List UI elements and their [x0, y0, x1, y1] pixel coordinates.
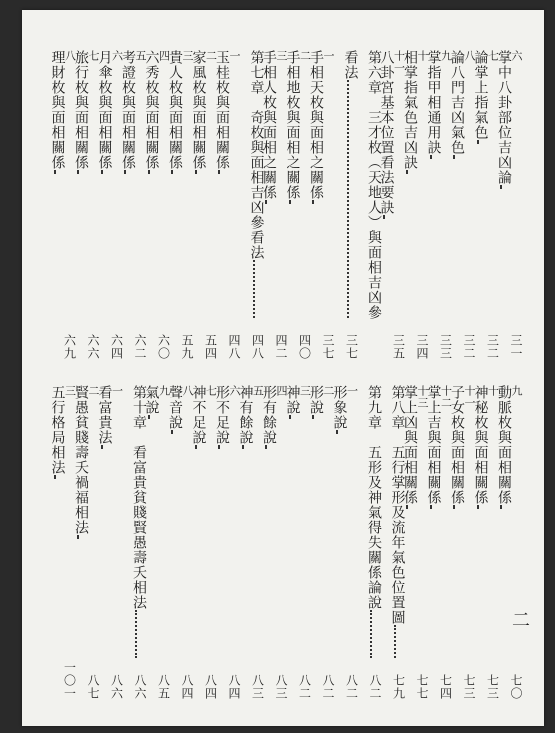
toc-entry: [284, 385, 312, 700]
dot-leader: [101, 445, 103, 449]
toc-entry-page: 八二: [297, 674, 312, 700]
toc-entry-title: 神不足說: [190, 385, 207, 445]
dot-leader: [500, 505, 502, 509]
toc-entry-page: 三三: [438, 334, 453, 360]
toc-entry-page: 七〇: [509, 674, 523, 700]
toc-entry-title: 家風枚與面相關係: [190, 50, 207, 170]
toc-entry-title: 神有餘說: [237, 385, 254, 445]
toc-entry-title: 第七章 奇枚與面相吉凶參看法: [248, 50, 265, 260]
toc-entry: [308, 385, 335, 700]
toc-entry: [449, 50, 476, 360]
toc-entry-title: 掌上凶與面相關係: [402, 385, 418, 505]
book-page: [22, 10, 544, 726]
toc-entry-page: 五九: [180, 334, 194, 360]
dot-leader: [171, 430, 173, 434]
toc-entry: [365, 385, 381, 700]
toc-entry-page: 三二: [462, 334, 476, 360]
toc-entry: [73, 50, 100, 360]
toc-entry: [73, 385, 100, 700]
dot-leader: [195, 445, 197, 449]
dot-leader: [312, 415, 314, 419]
toc-entry-title: 相掌指氣色吉凶訣: [402, 50, 418, 170]
toc-entry-number: 九: [439, 50, 453, 62]
toc-entry-number: 八: [63, 50, 77, 62]
toc-entry: [214, 50, 241, 360]
toc-entry-page: 八二: [368, 674, 382, 700]
toc-entry-page: 八七: [86, 674, 100, 700]
toc-entry-number: 二: [204, 50, 218, 62]
toc-entry-number: 一: [322, 50, 335, 62]
toc-entry-title: 掌上吉與面相關係: [425, 385, 442, 505]
dot-leader: [477, 505, 479, 509]
toc-entry: [190, 385, 218, 700]
toc-entry-title: 論掌上指氣色: [472, 50, 489, 140]
toc-entry-title: 手相人枚與面相之關係: [261, 50, 277, 200]
toc-entry-page: 七九: [391, 674, 406, 700]
toc-entry-number: 七: [486, 50, 500, 62]
dot-leader: [242, 445, 244, 449]
toc-entry-title: 動脈枚與面相關係: [496, 385, 512, 505]
toc-entry-number: 六: [228, 385, 241, 397]
toc-entry: [472, 385, 500, 700]
toc-entry-number: 十: [416, 50, 429, 62]
toc-entry-page: 四八: [227, 334, 241, 360]
dot-leader: [218, 445, 220, 449]
dot-leader: [289, 200, 291, 204]
toc-entry-number: 五: [134, 50, 147, 62]
toc-entry-title: 神說: [284, 385, 301, 415]
toc-entry: [49, 385, 77, 700]
toc-entry: [120, 50, 147, 360]
toc-entry-title: 形說: [308, 385, 324, 415]
toc-entry-page: 六六: [86, 334, 100, 360]
toc-entry-number: 七: [204, 385, 218, 397]
toc-entry-page: 六二: [133, 334, 147, 360]
toc-entry-title: 形有餘說: [261, 385, 277, 445]
toc-entry-page: 八四: [180, 674, 194, 700]
dot-leader: [265, 445, 267, 449]
dot-leader: [500, 185, 502, 189]
toc-entry-page: 三一: [509, 334, 523, 360]
toc-entry-title: 六秀枚與面相關係: [143, 50, 160, 170]
toc-entry-page: 八五: [156, 674, 171, 700]
page-number: 二: [509, 610, 530, 628]
toc-entry: [284, 50, 312, 360]
toc-entry-number: 八: [181, 385, 194, 397]
dot-leader: [148, 170, 150, 174]
toc-entry-number: 三: [298, 385, 312, 397]
dot-leader: [124, 170, 126, 174]
toc-entry-title: 八卦宮基本位置看法要訣: [378, 50, 395, 215]
toc-entry-number: 一: [345, 385, 359, 397]
toc-entry: [389, 385, 405, 700]
toc-entry-title: 貴人枚與面相關係: [167, 50, 183, 170]
toc-entry-page: 七三: [485, 674, 500, 700]
toc-entry-title: 月傘枚與面相關係: [96, 50, 113, 170]
toc-entry-title: 第十章 看富貴貧賤賢愚壽夭相法: [131, 385, 147, 610]
toc-entry-title: 手相地枚與面相之關係: [284, 50, 301, 200]
dot-leader: [77, 170, 79, 174]
toc-entry-number: 五: [251, 385, 265, 397]
dot-leader: [394, 625, 396, 658]
toc-entry-title: 第九章 五形及神氣得失關係論說: [366, 385, 382, 610]
toc-entry-number: 八: [463, 50, 476, 62]
toc-entry-title: 聲音說: [167, 385, 183, 430]
toc-entry: [308, 50, 335, 360]
toc-entry-number: 四: [157, 50, 171, 62]
toc-entry-page: 七三: [462, 674, 476, 700]
toc-entry-title: 手相天枚與面相之關係: [308, 50, 324, 200]
dot-leader: [218, 170, 220, 174]
toc-entry-number: 十三: [416, 385, 429, 409]
toc-entry-page: 六四: [109, 334, 124, 360]
toc-entry: [261, 385, 288, 700]
toc-entry-number: 二: [322, 385, 335, 397]
toc-entry-page: 七七: [415, 674, 429, 700]
toc-entry-number: 六: [110, 50, 124, 62]
toc-entry-page: 一〇一: [62, 661, 77, 700]
toc-entry-title: 第六章 三才枚（天地人）與面相吉凶參: [366, 50, 382, 320]
toc-entry-page: 八六: [133, 674, 147, 700]
dot-leader: [135, 610, 137, 658]
dot-leader: [347, 80, 349, 318]
dot-leader: [477, 140, 479, 144]
toc-entry: [449, 385, 476, 700]
dot-leader: [54, 170, 56, 174]
toc-entry-title: 形象說: [331, 385, 348, 430]
toc-entry-title: 論八門吉凶氣色: [449, 50, 465, 155]
toc-entry: [167, 385, 194, 700]
dot-leader: [453, 505, 455, 509]
toc-entry: [496, 385, 523, 700]
toc-entry-number: 十: [486, 385, 500, 397]
toc-entry-page: 四八: [250, 334, 265, 360]
toc-entry: [130, 385, 146, 700]
toc-entry-page: 四二: [274, 334, 288, 360]
dot-leader: [265, 200, 267, 204]
toc-entry-title: 理財枚與面相關係: [49, 50, 66, 170]
toc-entry-title: 玉桂枚與面相關係: [214, 50, 230, 170]
toc-entry-page: 八六: [109, 674, 124, 700]
toc-entry-number: 二: [298, 50, 312, 62]
toc-entry-number: 一: [110, 385, 124, 397]
toc-entry-title: 氣說: [143, 385, 160, 415]
dot-leader: [253, 260, 255, 318]
toc-entry-title: 掌中八卦部位吉凶論: [496, 50, 512, 185]
toc-entry: [96, 50, 124, 360]
toc-entry-title: 看法: [342, 50, 359, 80]
dot-leader: [406, 170, 408, 174]
dot-leader: [430, 505, 432, 509]
toc-entry-page: 八四: [227, 674, 241, 700]
toc-entry-page: 四〇: [297, 334, 312, 360]
toc-entry-page: 八三: [274, 674, 288, 700]
toc-entry-title: 考證枚與面相關係: [120, 50, 136, 170]
toc-entry-number: 九: [510, 385, 523, 397]
toc-entry-page: 三七: [344, 334, 359, 360]
toc-entry-number: 七: [87, 50, 100, 62]
toc-entry: [378, 50, 406, 360]
toc-entry-title: 第八章 五行掌形及流年氣色位置圖: [389, 385, 406, 625]
toc-entry-page: 六九: [62, 334, 77, 360]
dot-leader: [406, 505, 408, 509]
toc-entry: [96, 385, 124, 700]
toc-entry-title: 子女枚與面相關係: [449, 385, 465, 505]
dot-leader: [289, 415, 291, 419]
dot-leader: [77, 535, 79, 539]
toc-entry: [49, 50, 77, 360]
toc-entry-number: 十二: [439, 385, 453, 409]
toc-entry-title: 形不足說: [214, 385, 230, 445]
toc-entry-title: 看富貴法: [96, 385, 113, 445]
toc-entry-number: 二: [87, 385, 100, 397]
toc-entry: [425, 385, 453, 700]
toc-entry-title: 五行格局相法: [49, 385, 66, 475]
toc-entry-number: 十一: [463, 385, 476, 409]
toc-entry: [214, 385, 241, 700]
dot-leader: [171, 170, 173, 174]
dot-leader: [148, 415, 150, 419]
dot-leader: [312, 200, 314, 204]
toc-entry-number: 九: [157, 385, 171, 397]
toc-entry-title: 賢愚貧賤壽夭禍福相法: [73, 385, 89, 535]
toc-entry: [365, 50, 381, 360]
toc-entry-number: 三: [63, 385, 77, 397]
toc-entry-page: 八二: [321, 674, 335, 700]
toc-entry-page: 五四: [203, 334, 218, 360]
toc-entry-page: 三二: [485, 334, 500, 360]
toc-entry-page: 八三: [250, 674, 265, 700]
dot-leader: [370, 610, 372, 658]
toc-entry: [496, 50, 523, 360]
toc-entry: [167, 50, 194, 360]
dot-leader: [430, 155, 432, 159]
toc-entry: [143, 50, 171, 360]
toc-entry-page: 八二: [344, 674, 359, 700]
dot-leader: [101, 170, 103, 174]
toc-entry: [331, 385, 359, 700]
toc-entry-title: 旅行枚與面相關係: [73, 50, 89, 170]
toc-entry-number: 十一: [392, 50, 406, 74]
toc-entry: [402, 50, 429, 360]
toc-entry-title: 掌指甲相通用訣: [425, 50, 442, 155]
toc-entry: [425, 50, 453, 360]
toc-entry: [143, 385, 171, 700]
dot-leader: [453, 155, 455, 159]
dot-leader: [336, 430, 338, 434]
dot-leader: [383, 215, 385, 219]
toc-entry-number: 一: [228, 50, 241, 62]
toc-entry: [342, 50, 358, 360]
toc-entry-title: 神秘枚與面相關係: [472, 385, 489, 505]
toc-entry: [472, 50, 500, 360]
toc-entry-page: 七四: [438, 674, 453, 700]
toc-entry-page: 六〇: [156, 334, 171, 360]
toc-entry-page: 八四: [203, 674, 218, 700]
toc-entry: [402, 385, 429, 700]
toc-entry-number: 六: [510, 50, 523, 62]
toc-entry: [261, 50, 288, 360]
dot-leader: [195, 170, 197, 174]
toc-entry-number: 四: [275, 385, 288, 397]
toc-entry: [237, 385, 265, 700]
toc-entry-number: 三: [181, 50, 194, 62]
dot-leader: [54, 475, 56, 479]
toc-entry: [248, 50, 264, 360]
toc-entry-page: 三四: [415, 334, 429, 360]
toc-entry-page: 三五: [391, 334, 406, 360]
toc-entry: [190, 50, 218, 360]
toc-entry-number: 三: [275, 50, 288, 62]
toc-entry-page: 三七: [321, 334, 335, 360]
